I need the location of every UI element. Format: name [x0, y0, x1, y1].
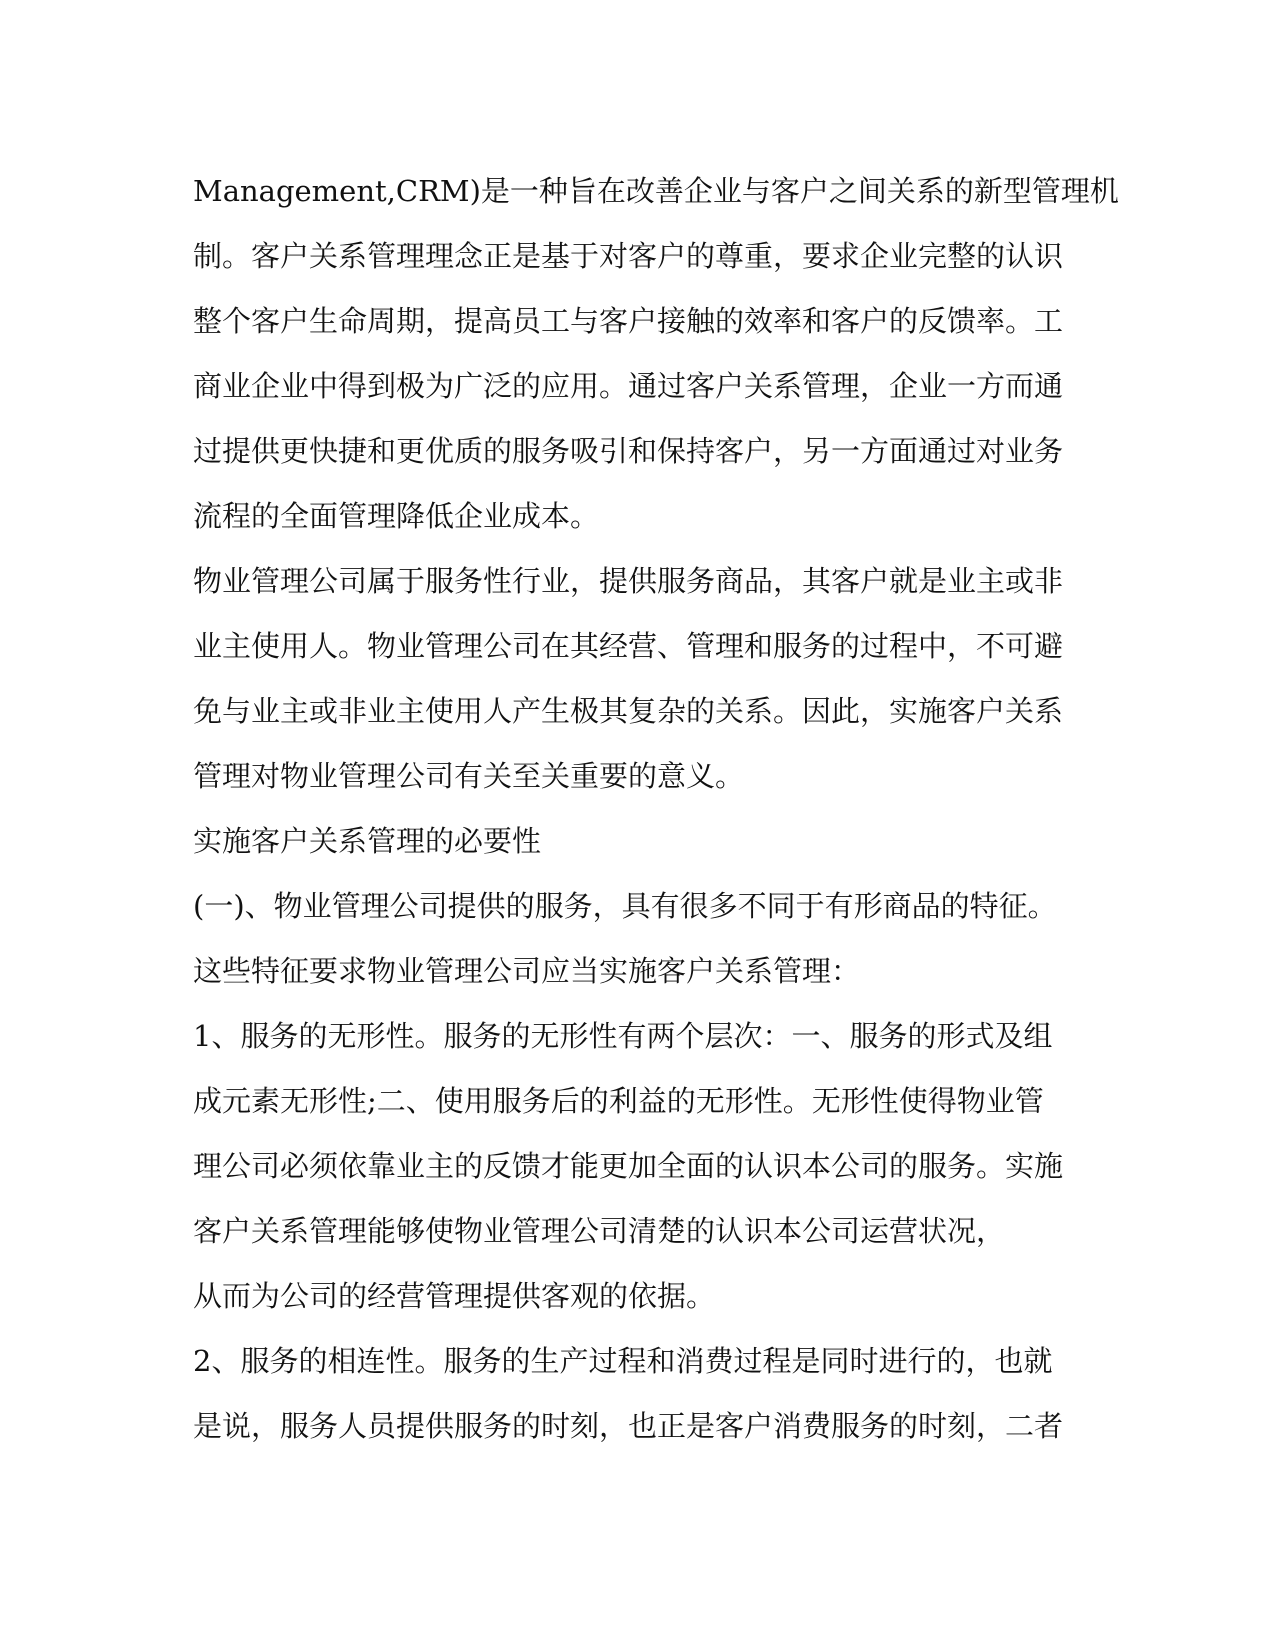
text-line: 免与业主或非业主使用人产生极其复杂的关系。因此，实施客户关系 [193, 694, 1064, 728]
text-line: 1、服务的无形性。服务的无形性有两个层次：一、服务的形式及组 [193, 1019, 1053, 1053]
text-line: 制。客户关系管理理念正是基于对客户的尊重，要求企业完整的认识 [193, 239, 1064, 273]
text-line: 业主使用人。物业管理公司在其经营、管理和服务的过程中，不可避 [193, 629, 1064, 663]
text-line: 客户关系管理能够使物业管理公司清楚的认识本公司运营状况， [193, 1214, 1006, 1248]
text-line: 这些特征要求物业管理公司应当实施客户关系管理： [193, 954, 861, 988]
text-line: (一)、物业管理公司提供的服务，具有很多不同于有形商品的特征。 [193, 889, 1057, 923]
text-line: 2、服务的相连性。服务的生产过程和消费过程是同时进行的，也就 [193, 1344, 1053, 1378]
text-line: 从而为公司的经营管理提供客观的依据。 [193, 1279, 716, 1313]
text-line: 过提供更快捷和更优质的服务吸引和保持客户，另一方面通过对业务 [193, 434, 1064, 468]
text-line: 理公司必须依靠业主的反馈才能更加全面的认识本公司的服务。实施 [193, 1149, 1064, 1183]
text-line: 整个客户生命周期，提高员工与客户接触的效率和客户的反馈率。工 [193, 304, 1064, 338]
text-line: 商业企业中得到极为广泛的应用。通过客户关系管理，企业一方而通 [193, 369, 1064, 403]
body-text [193, 159, 1119, 1459]
text-line: Management,CRM)是一种旨在改善企业与客户之间关系的新型管理机 [193, 174, 1119, 208]
section-heading: 实施客户关系管理的必要性 [193, 824, 542, 858]
text-line: 是说，服务人员提供服务的时刻，也正是客户消费服务的时刻，二者 [193, 1409, 1064, 1443]
text-line: 流程的全面管理降低企业成本。 [193, 499, 600, 533]
text-line: 管理对物业管理公司有关至关重要的意义。 [193, 759, 745, 793]
text-line: 成元素无形性;二、使用服务后的利益的无形性。无形性使得物业管 [193, 1084, 1044, 1118]
text-line: 物业管理公司属于服务性行业，提供服务商品，其客户就是业主或非 [193, 564, 1064, 598]
